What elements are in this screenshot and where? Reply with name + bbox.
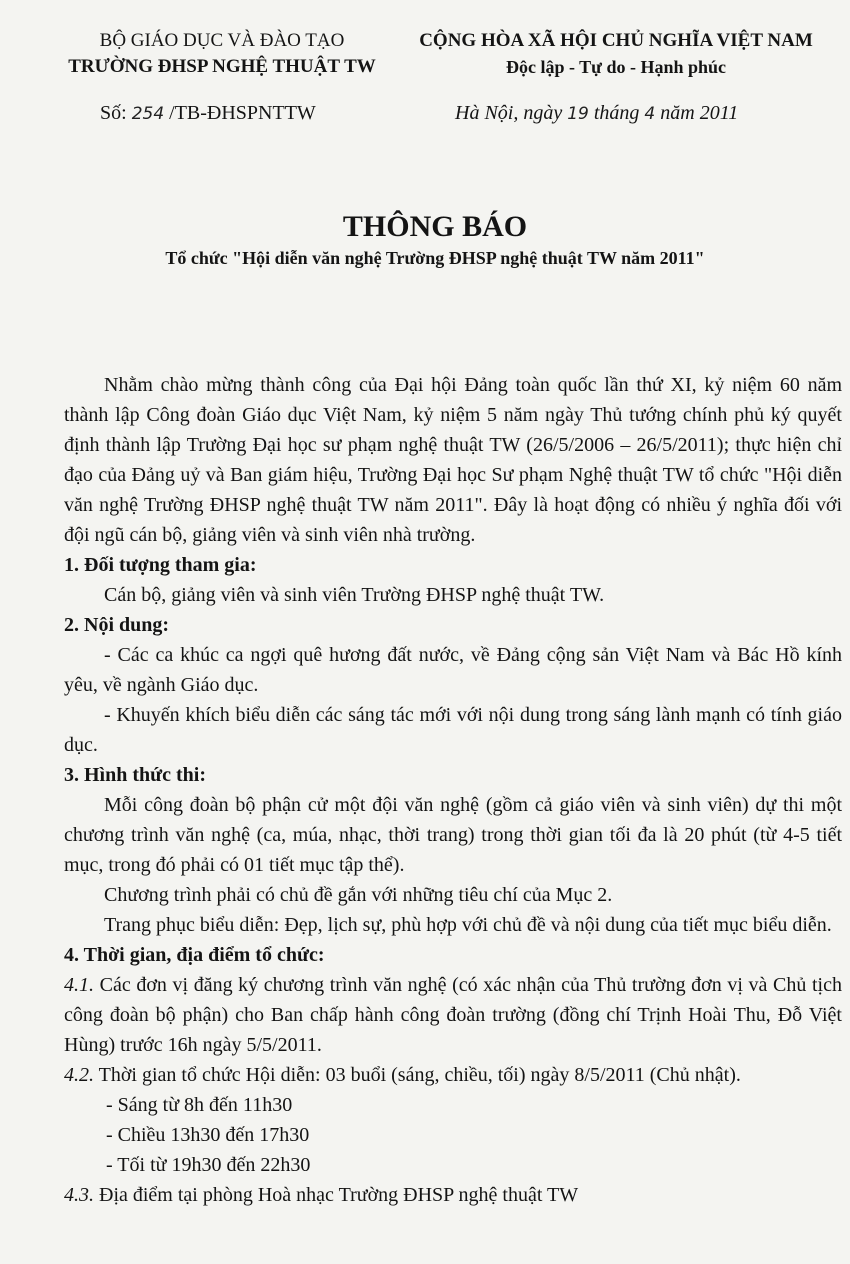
sub-text: Các đơn vị đăng ký chương trình văn nghệ (có xác nhận của Thủ trường đơn vị và Chủ tịch công đoàn bộ phận) cho Ban chấp hành công đoàn trường (đồng chí Trịnh Hoài Thu, Đỗ Việt Hùng) trước 16h ngày 5/5/2011.	[64, 974, 842, 1056]
intro-paragraph: Nhằm chào mừng thành công của Đại hội Đảng toàn quốc lần thứ XI, kỷ niệm 60 năm thành lập Công đoàn Giáo dục Việt Nam, kỷ niệm 5 năm ngày Thủ tướng chính phủ ký quyết định thành lập Trường Đại học sư phạm nghệ thuật TW (26/5/2006 – 26/5/2011); thực hiện chỉ đạo của Đảng uỷ và Ban giám hiệu, Trường Đại học Sư phạm Nghệ thuật TW tổ chức "Hội diễn văn nghệ Trường ĐHSP nghệ thuật TW năm 2011". Đây là hoạt động có nhiều ý nghĩa đối với đội ngũ cán bộ, giảng viên và sinh viên nhà trường.	[64, 374, 842, 546]
section-3-heading: 3. Hình thức thi:	[64, 764, 207, 786]
document-title: THÔNG BÁO	[342, 210, 528, 243]
section-2-paragraph: - Khuyến khích biểu diễn các sáng tác mới với nội dung trong sáng lành mạnh có tính giáo dục.	[64, 704, 842, 756]
time-slot: - Tối từ 19h30 đến 22h30	[106, 1154, 311, 1176]
document-subtitle: Tổ chức "Hội diễn văn nghệ Trường ĐHSP nghệ thuật TW năm 2011"	[165, 248, 705, 268]
doc-number-prefix: Số:	[100, 102, 127, 124]
date-day: 19	[567, 104, 589, 124]
sub-text: Thời gian tổ chức Hội diễn: 03 buổi (sáng, chiều, tối) ngày 8/5/2011 (Chủ nhật).	[94, 1064, 741, 1086]
section-1-heading: 1. Đối tượng tham gia:	[64, 554, 257, 576]
section-4-2	[64, 1060, 842, 1090]
sub-label: 4.3.	[64, 1184, 94, 1206]
section-4-heading: 4. Thời gian, địa điểm tổ chức:	[64, 944, 325, 966]
section-3-paragraph: Chương trình phải có chủ đề gắn với những tiêu chí của Mục 2.	[104, 884, 613, 906]
document-number	[100, 102, 316, 125]
national-header	[392, 28, 840, 80]
section-2-paragraph: - Các ca khúc ca ngợi quê hương đất nước, về Đảng cộng sản Việt Nam và Bác Hồ kính yêu, về ngành Giáo dục.	[64, 644, 842, 696]
date-prefix: Hà Nội, ngày	[455, 102, 563, 124]
section-3-paragraph: Trang phục biểu diễn: Đẹp, lịch sự, phù hợp với chủ đề và nội dung của tiết mục biểu diễn.	[104, 914, 832, 936]
national-motto: Độc lập - Tự do - Hạnh phúc	[505, 57, 727, 77]
document-date	[455, 102, 738, 125]
school-name: TRƯỜNG ĐHSP NGHỆ THUẬT TW	[68, 56, 376, 77]
doc-number-handwritten: 254	[131, 104, 165, 124]
time-slot: - Chiều 13h30 đến 17h30	[106, 1124, 310, 1146]
section-4-1	[64, 970, 842, 1060]
document-body	[64, 370, 842, 1210]
section-3-paragraph: Mỗi công đoàn bộ phận cử một đội văn nghệ (gồm cả giáo viên và sinh viên) dự thi một chương trình văn nghệ (ca, múa, nhạc, thời trang) trong thời gian tối đa là 20 phút (từ 4-5 tiết mục, trong đó phải có 01 tiết mục tập thể).	[64, 794, 842, 876]
section-1-text: Cán bộ, giảng viên và sinh viên Trường ĐHSP nghệ thuật TW.	[104, 584, 605, 606]
date-month-label: tháng	[593, 102, 640, 124]
sub-label: 4.2.	[64, 1064, 94, 1086]
sub-text: Địa điểm tại phòng Hoà nhạc Trường ĐHSP nghệ thuật TW	[94, 1184, 579, 1206]
section-4-3	[64, 1180, 842, 1210]
section-2-heading: 2. Nội dung:	[64, 614, 170, 636]
national-name: CỘNG HÒA XÃ HỘI CHỦ NGHĨA VIỆT NAM	[419, 30, 813, 51]
date-year: năm 2011	[660, 102, 739, 124]
ministry-header	[52, 28, 392, 80]
sub-label: 4.1.	[64, 974, 94, 996]
doc-number-suffix: /TB-ĐHSPNTTW	[169, 102, 316, 124]
ministry-name: BỘ GIÁO DỤC VÀ ĐÀO TẠO	[99, 30, 345, 51]
date-month: 4	[644, 104, 656, 124]
time-slot: - Sáng từ 8h đến 11h30	[106, 1094, 293, 1116]
